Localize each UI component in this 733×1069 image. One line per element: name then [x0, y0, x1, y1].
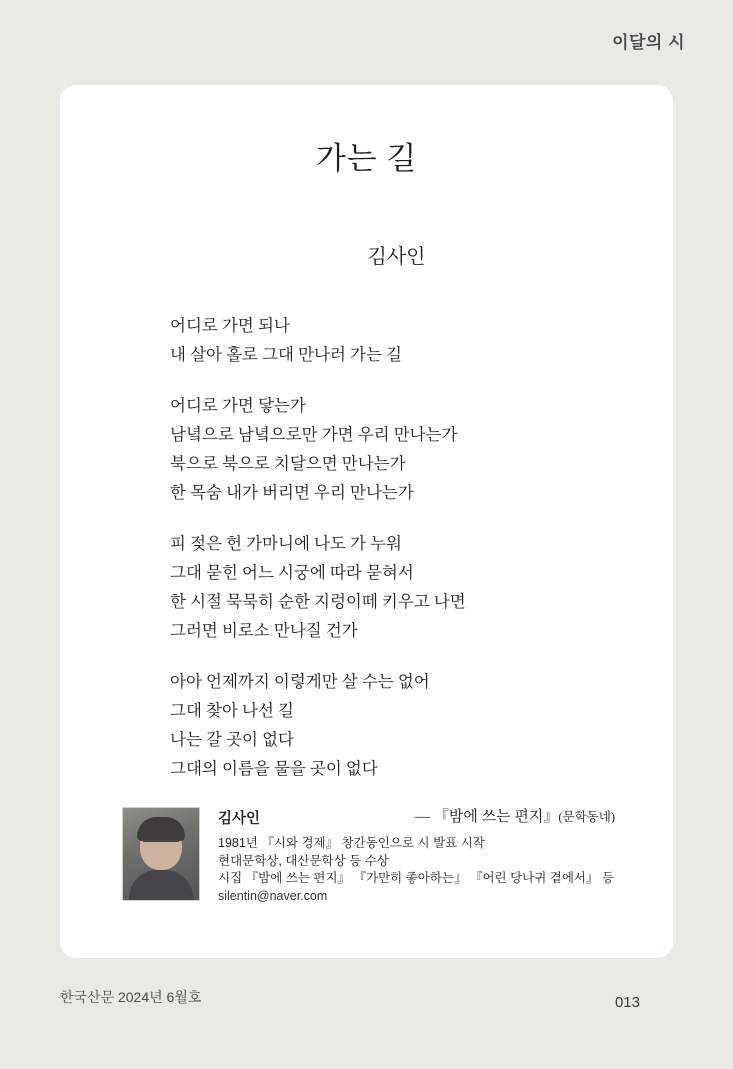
- poem-title: 가는 길: [315, 141, 418, 176]
- poem-stanza: [170, 529, 673, 645]
- source-dash: —: [415, 809, 431, 825]
- author-bio: [122, 807, 614, 905]
- poem-stanza: [170, 667, 673, 783]
- poem-stanza: [170, 311, 673, 369]
- page-number: 013: [614, 994, 640, 1011]
- source-publisher: (문학동네): [558, 810, 615, 824]
- author-bio-line: 현대문학상, 대산문학상 등 수상: [218, 853, 389, 868]
- author-bio-text: [218, 807, 614, 905]
- footer-issue-label: 한국산문 2024년 6월호: [60, 989, 202, 1005]
- author-bio-line: 1981년 『시와 경제』 창간동인으로 시 발표 시작: [218, 836, 485, 850]
- poem-card: [60, 85, 673, 958]
- poem-line: 내 살아 홀로 그대 만나러 가는 길: [170, 345, 402, 364]
- poem-line: 나는 갈 곳이 없다: [170, 730, 294, 749]
- photo-glasses-shape: [143, 840, 179, 851]
- poem-line: 피 젖은 헌 가마니에 나도 가 누워: [170, 534, 402, 553]
- poem-author: 김사인: [367, 246, 426, 268]
- section-header-label: 이달의 시: [612, 33, 685, 52]
- poem-line: 남녘으로 남녘으로만 가면 우리 만나는가: [170, 425, 458, 444]
- poem-line: 그대의 이름을 물을 곳이 없다: [170, 759, 378, 778]
- author-bio-name: 김사인: [218, 811, 261, 827]
- poem-line: 그대 묻힌 어느 시궁에 따라 묻혀서: [170, 563, 414, 582]
- poem-line: 어디로 가면 되나: [170, 316, 290, 335]
- poem-line: 아아 언제까지 이렇게만 살 수는 없어: [170, 672, 430, 691]
- poem-line: 한 시절 묵묵히 순한 지렁이떼 키우고 나면: [170, 592, 466, 611]
- poem-line: 한 목숨 내가 버리면 우리 만나는가: [170, 483, 414, 502]
- poem-line: 어디로 가면 닿는가: [170, 396, 306, 415]
- author-email: silentin@naver.com: [218, 888, 328, 903]
- poem-stanza: [170, 391, 673, 507]
- poem-line: 그대 찾아 나선 길: [170, 701, 294, 720]
- poem-line: 그러면 비로소 만나질 건가: [170, 621, 358, 640]
- author-photo: [122, 807, 200, 901]
- photo-body-shape: [129, 870, 193, 900]
- poem-line: 북으로 북으로 치달으면 만나는가: [170, 454, 406, 473]
- author-bio-line: 시집 『밤에 쓰는 편지』 『가만히 좋아하는』 『어린 당나귀 곁에서』 등: [218, 871, 615, 885]
- source-book-title: 『밤에 쓰는 편지』: [433, 809, 559, 825]
- poem-body: [60, 311, 673, 783]
- photo-hair-shape: [137, 817, 185, 841]
